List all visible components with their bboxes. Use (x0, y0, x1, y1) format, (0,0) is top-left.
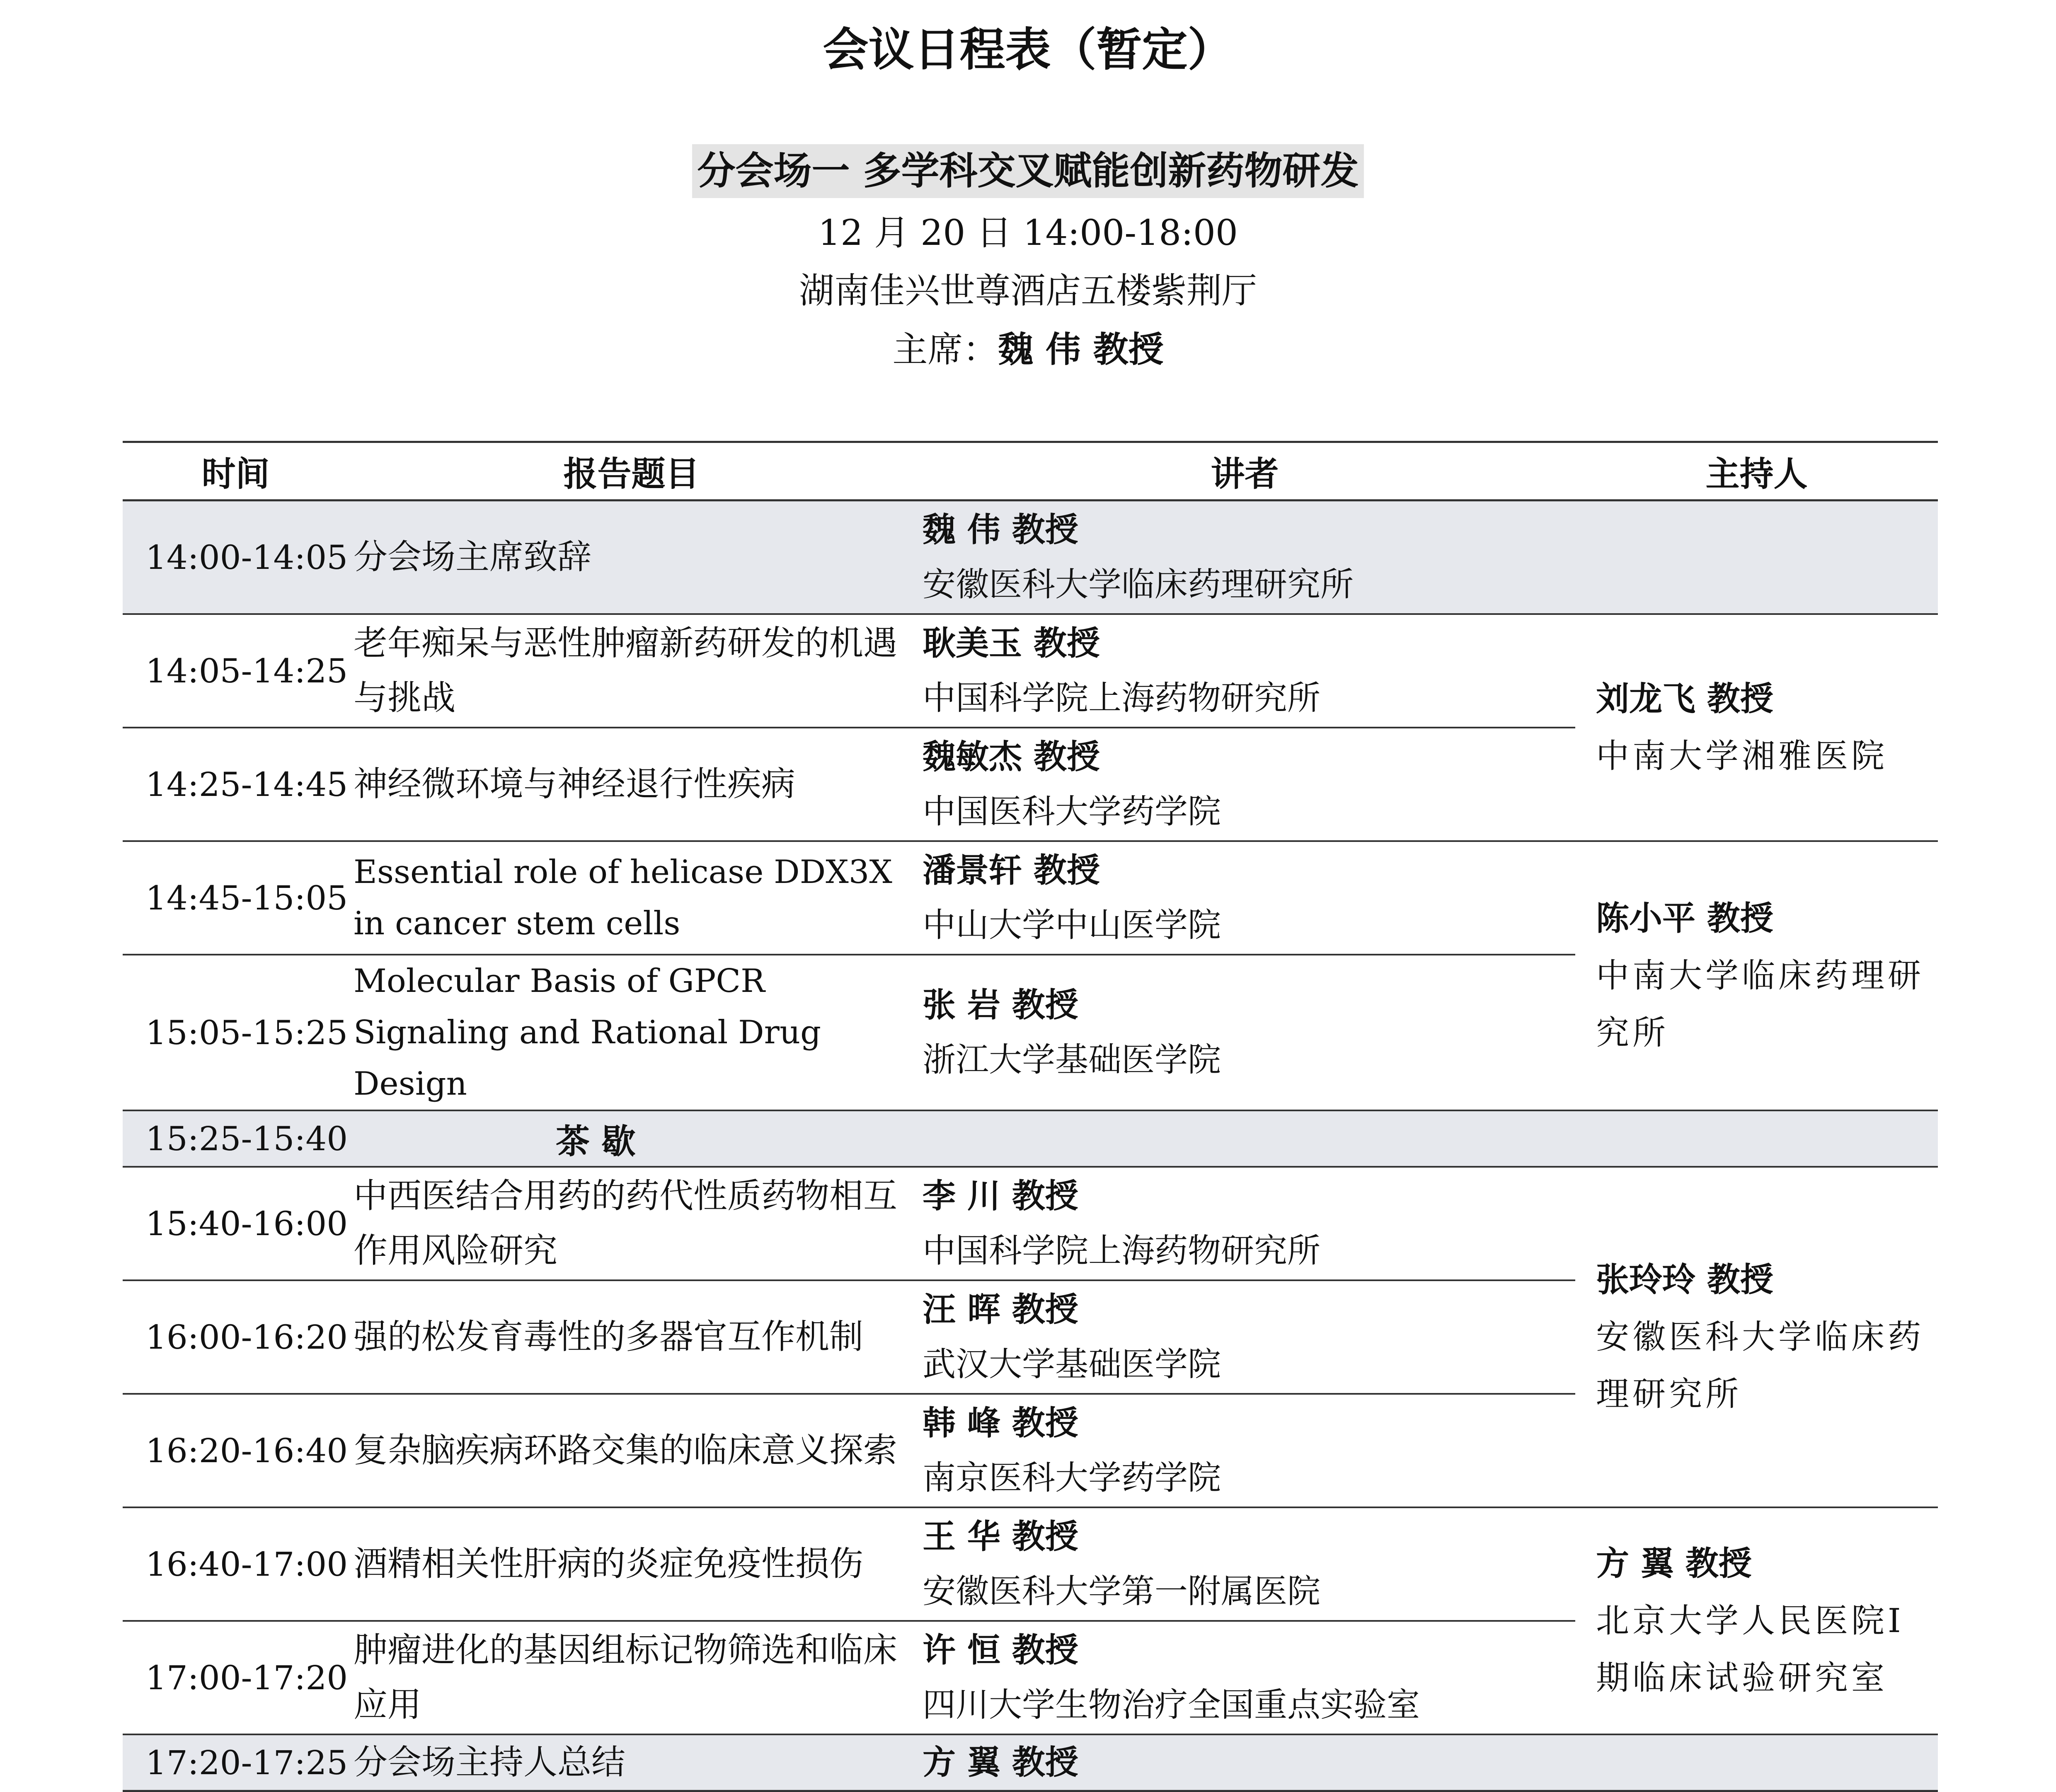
tea-break-cell (349, 1110, 1938, 1167)
speaker-name: 李 川 教授 (923, 1177, 1078, 1215)
speaker-affiliation: 中国科学院上海药物研究所 (923, 1231, 1320, 1270)
row-time: 16:20-16:40 (123, 1394, 349, 1507)
speaker-name: 魏 伟 教授 (923, 510, 1078, 549)
row-host-empty (1575, 501, 1938, 614)
speaker-affiliation: 中国科学院上海药物研究所 (923, 679, 1320, 717)
row-time: 16:00-16:20 (123, 1280, 349, 1394)
row-topic: 分会场主席致辞 (349, 501, 914, 614)
row-topic: 复杂脑疾病环路交集的临床意义探索 (349, 1394, 914, 1507)
schedule-table (123, 441, 1938, 1792)
speaker-affiliation: 浙江大学基础医学院 (923, 1040, 1221, 1079)
row-topic: 强的松发育毒性的多器官互作机制 (349, 1280, 914, 1394)
row-topic: 神经微环境与神经退行性疾病 (349, 728, 914, 841)
row-speaker (914, 1621, 1575, 1734)
row-speaker (914, 728, 1575, 841)
row-speaker (914, 1507, 1575, 1621)
host-cell (1575, 841, 1938, 1110)
host-cell (1575, 1167, 1938, 1507)
row-time: 17:20-17:25 (123, 1734, 349, 1791)
row-speaker (914, 955, 1575, 1110)
row-host-empty (1575, 1734, 1938, 1791)
host-affiliation: 中南大学临床药理研究所 (1596, 956, 1924, 1052)
session-datetime: 12 月 20 日 14:00-18:00 (818, 213, 1238, 254)
table-row (123, 1507, 1938, 1621)
speaker-name: 王 华 教授 (923, 1517, 1078, 1556)
session-title: 分会场一 多学科交叉赋能创新药物研发 (692, 144, 1363, 198)
speaker-affiliation: 四川大学生物治疗全国重点实验室 (923, 1686, 1420, 1724)
row-topic: 肿瘤进化的基因组标记物筛选和临床应用 (349, 1621, 914, 1734)
header-topic: 报告题目 (349, 442, 914, 501)
tea-break-label: 茶 歇 (556, 1122, 636, 1161)
table-row (123, 614, 1938, 728)
table-row (123, 501, 1938, 614)
row-topic: 酒精相关性肝病的炎症免疫性损伤 (349, 1507, 914, 1621)
header-host: 主持人 (1575, 442, 1938, 501)
host-name: 张玲玲 教授 (1596, 1260, 1773, 1299)
header-time: 时间 (123, 442, 349, 501)
host-name: 方 翼 教授 (1596, 1544, 1752, 1583)
speaker-affiliation: 中山大学中山医学院 (923, 906, 1221, 944)
row-time: 14:05-14:25 (123, 614, 349, 728)
tea-break-row (123, 1110, 1938, 1167)
row-time: 15:25-15:40 (123, 1110, 349, 1167)
table-row (123, 841, 1938, 955)
row-speaker (914, 501, 1575, 614)
session-chair (0, 327, 2056, 373)
row-topic: Molecular Basis of GPCR Signaling and Rational Drug Design (349, 955, 914, 1110)
row-topic: 中西医结合用药的药代性质药物相互作用风险研究 (349, 1167, 914, 1280)
host-cell (1575, 614, 1938, 841)
speaker-name: 魏敏杰 教授 (923, 738, 1100, 776)
row-speaker (914, 614, 1575, 728)
speaker-affiliation: 安徽医科大学第一附属医院 (923, 1572, 1320, 1611)
header-speaker: 讲者 (914, 442, 1575, 501)
row-time: 15:40-16:00 (123, 1167, 349, 1280)
speaker-name: 汪 晖 教授 (923, 1290, 1078, 1329)
speaker-name: 耿美玉 教授 (923, 624, 1100, 663)
host-cell (1575, 1507, 1938, 1734)
speaker-affiliation: 中国医科大学药学院 (923, 792, 1221, 831)
row-speaker (914, 1167, 1575, 1280)
speaker-affiliation: 安徽医科大学临床药理研究所 (923, 565, 1354, 604)
host-affiliation: 北京大学人民医院Ⅰ期临床试验研究室 (1596, 1601, 1904, 1697)
host-affiliation: 中南大学湘雅医院 (1596, 737, 1888, 775)
row-speaker (914, 841, 1575, 955)
row-speaker (914, 1734, 1575, 1791)
row-time: 16:40-17:00 (123, 1507, 349, 1621)
session-venue: 湖南佳兴世尊酒店五楼紫荆厅 (799, 271, 1257, 312)
table-header-row (123, 442, 1938, 501)
host-name: 陈小平 教授 (1596, 899, 1773, 938)
table-row (123, 1167, 1938, 1280)
row-time: 14:25-14:45 (123, 728, 349, 841)
row-time: 14:00-14:05 (123, 501, 349, 614)
chair-label: 主席： (892, 329, 998, 370)
speaker-name: 方 翼 教授 (923, 1743, 1078, 1782)
speaker-name: 潘景轩 教授 (923, 851, 1100, 890)
row-time: 15:05-15:25 (123, 955, 349, 1110)
speaker-name: 许 恒 教授 (923, 1631, 1078, 1669)
speaker-affiliation: 武汉大学基础医学院 (923, 1345, 1221, 1383)
page-title: 会议日程表（暂定） (823, 23, 1233, 76)
row-topic: 老年痴呆与恶性肿瘤新药研发的机遇与挑战 (349, 614, 914, 728)
speaker-name: 张 岩 教授 (923, 986, 1078, 1024)
table-row (123, 1734, 1938, 1791)
speaker-name: 韩 峰 教授 (923, 1404, 1078, 1442)
row-time: 14:45-15:05 (123, 841, 349, 955)
row-time: 17:00-17:20 (123, 1621, 349, 1734)
host-name: 刘龙飞 教授 (1596, 680, 1773, 718)
session-title-wrap (0, 144, 2056, 198)
row-topic: 分会场主持人总结 (349, 1734, 914, 1791)
row-speaker (914, 1394, 1575, 1507)
speaker-affiliation: 南京医科大学药学院 (923, 1458, 1221, 1497)
row-topic: Essential role of helicase DDX3X in cancer stem cells (349, 841, 914, 955)
chair-name: 魏 伟 教授 (998, 329, 1164, 370)
host-affiliation: 安徽医科大学临床药理研究所 (1596, 1318, 1924, 1413)
row-speaker (914, 1280, 1575, 1394)
